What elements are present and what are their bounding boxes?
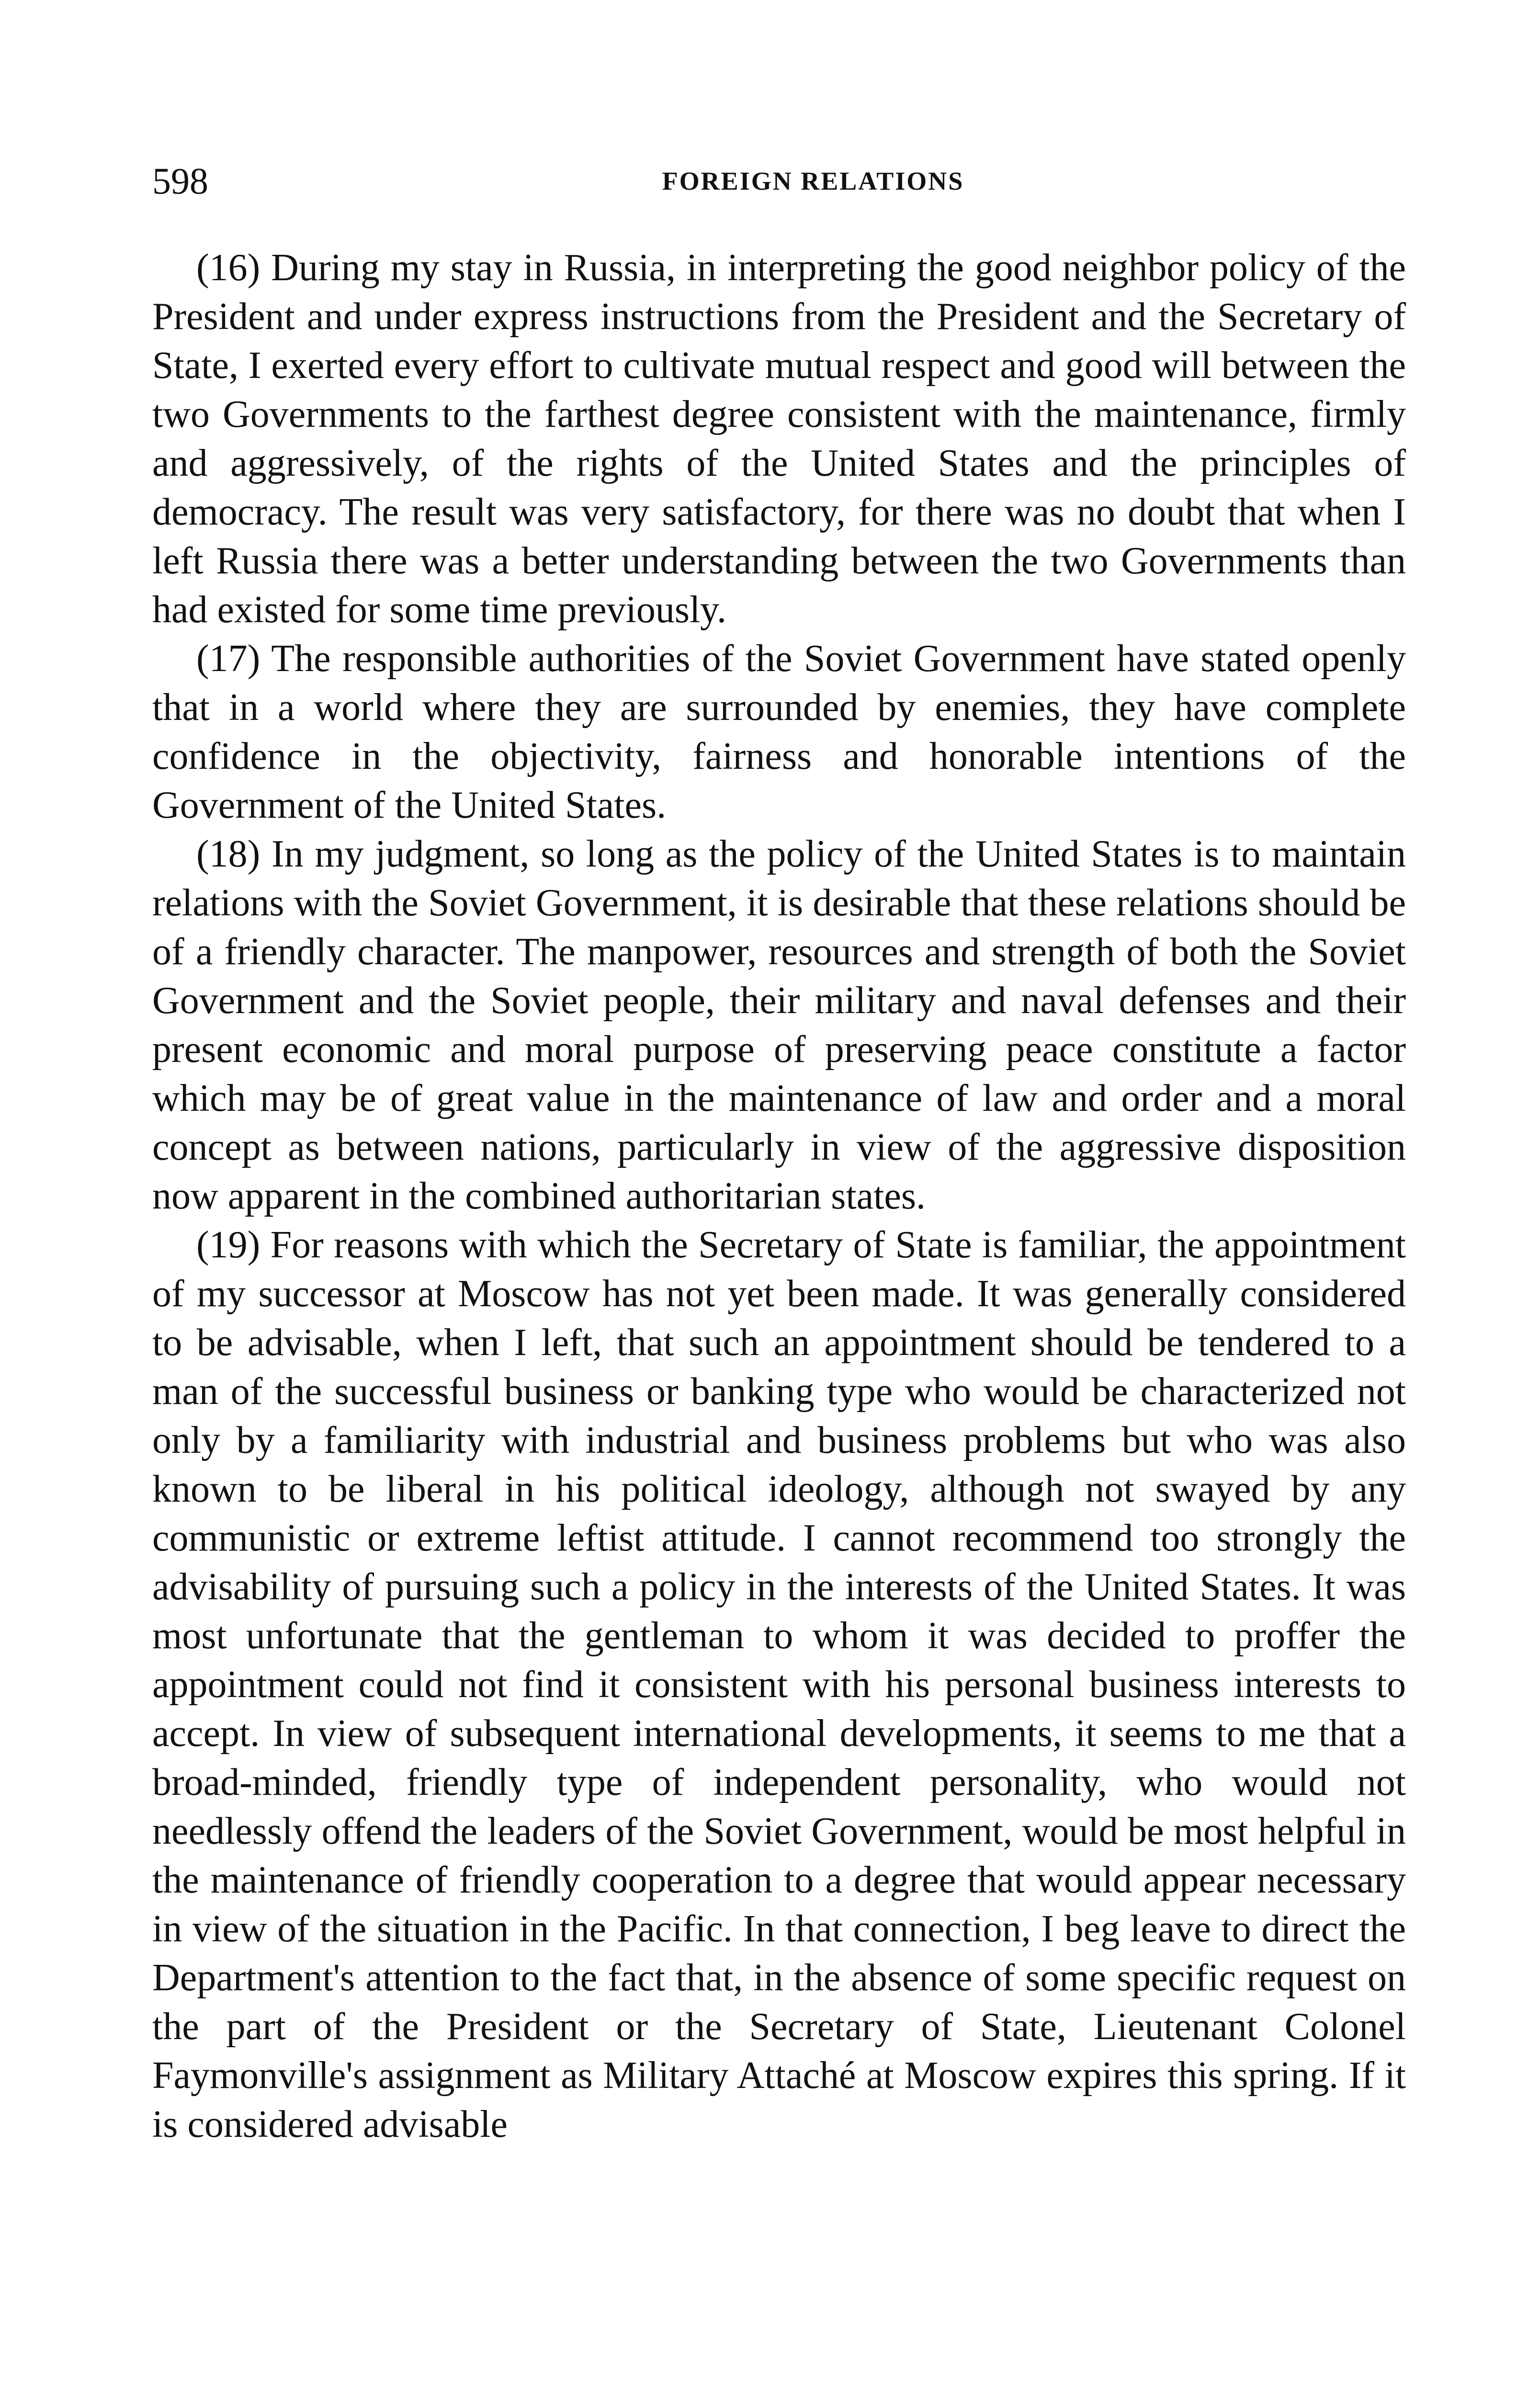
running-head: FOREIGN RELATIONS [662, 167, 964, 195]
paragraph-16: (16) During my stay in Russia, in interpreting the good neighbor policy of the President and under express instructions from the President and the Secretary of State, I exerted every effort to cultivate mutual respect and good will between the two Governments to the farthest degree consistent with the maintenance, firmly and aggressively, of the rights of the United States and the principles of democracy. The result was very satisfactory, for there was no doubt that when I left Russia there was a better understanding between the two Governments than had existed for some time previously. [152, 247, 1406, 631]
paragraph-17: (17) The responsible authorities of the Soviet Government have stated openly that in a world where they are surrounded by enemies, they have complete confidence in the objectivity, fairness and honorable intentions of the Government of the United States. [152, 638, 1406, 826]
body-text [152, 243, 1406, 2149]
page-number: 598 [152, 160, 208, 202]
paragraph-19: (19) For reasons with which the Secretary of State is familiar, the appointment of my successor at Moscow has not yet been made. It was generally considered to be advisable, when I left, that such an appointment should be tendered to a man of the successful business or banking type who would be characterized not only by a familiarity with industrial and business problems but who was also known to be liberal in his political ideology, although not swayed by any communistic or extreme leftist attitude. I cannot recommend too strongly the advisability of pursuing such a policy in the interests of the United States. It was most unfortunate that the gentleman to whom it was decided to proffer the appointment could not find it consistent with his personal business interests to accept. In view of subsequent international developments, it seems to me that a broad-minded, friendly type of independent personality, who would not needlessly offend the leaders of the Soviet Government, would be most helpful in the maintenance of friendly cooperation to a degree that would appear necessary in view of the situation in the Pacific. In that connection, I beg leave to direct the Department's attention to the fact that, in the absence of some specific request on the part of the President or the Secretary of State, Lieutenant Colonel Faymonville's assignment as Military Attaché at Moscow expires this spring. If it is considered advisable [152, 1224, 1406, 2145]
paragraph-18: (18) In my judgment, so long as the policy of the United States is to maintain relations with the Soviet Government, it is desirable that these relations should be of a friendly character. The manpower, resources and strength of both the Soviet Government and the Soviet people, their military and naval defenses and their present economic and moral purpose of preserving peace constitute a factor which may be of great value in the maintenance of law and order and a moral concept as between nations, particularly in view of the aggressive disposition now apparent in the combined authoritarian states. [152, 833, 1406, 1217]
page-header [152, 157, 1397, 205]
